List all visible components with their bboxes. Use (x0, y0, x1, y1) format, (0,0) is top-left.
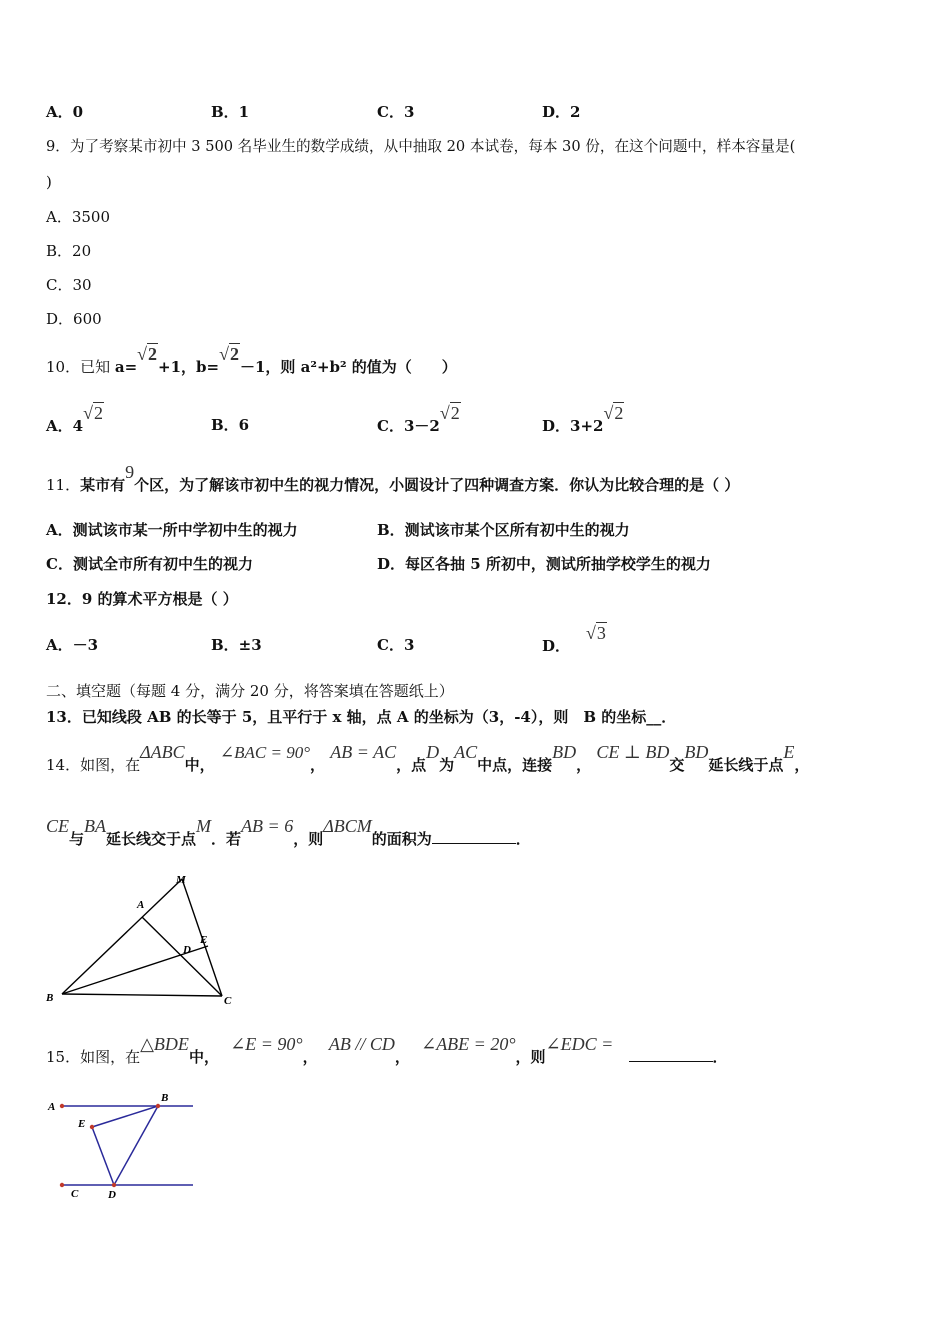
q12-option-c: C．3 (377, 636, 415, 654)
label-c: C (71, 1188, 79, 1200)
q10-option-c: C．3－2√2 (377, 403, 460, 435)
q14-line1: 14．如图，在ΔABC中， ∠BAC = 90°， AB = AC，点D为AC中点，连接BD， CE ⊥ BD交BD延长线于点E， (46, 742, 810, 774)
label-a: A (48, 1101, 56, 1113)
segment-bm (62, 879, 182, 994)
point-c (60, 1183, 64, 1187)
q11-option-d: D．每区各抽 5 所初中，测试所抽学校学生的视力 (377, 555, 711, 573)
label-a: A (137, 899, 145, 911)
q12-option-a: A．－3 (46, 636, 99, 654)
q9-stem-end: ) (46, 173, 52, 191)
label-e: E (78, 1118, 86, 1130)
q9-option-a: A．3500 (46, 208, 111, 226)
sqrt-two: √2 (603, 403, 624, 423)
label-b: B (161, 1092, 169, 1104)
answer-blank[interactable] (432, 829, 516, 844)
answer-blank[interactable] (629, 1047, 713, 1062)
sqrt-two: √2 (219, 344, 239, 364)
q13-stem: 13．已知线段 AB 的长等于 5，且平行于 x 轴，点 A 的坐标为（3，-4），则 B 的坐标__． (46, 708, 677, 726)
q10-option-a: A．4√2 (46, 403, 103, 435)
q9-stem: 9．为了考察某市初中 3 500 名毕业生的数学成绩，从中抽取 20 本试卷，每本 30 份，在这个问题中，样本容量是( (46, 138, 796, 155)
q12-option-d: D．√3 (542, 623, 606, 655)
q11-option-a: A．测试该市某一所中学初中生的视力 (46, 521, 298, 539)
q9-option-c: C．30 (46, 276, 92, 294)
segment-ac (142, 917, 222, 996)
triangle-figure-q14 (40, 870, 240, 1010)
q12-stem: 12．9 的算术平方根是（ ） (46, 590, 238, 608)
q10-option-d: D．3+2√2 (542, 403, 624, 435)
q15-stem: 15．如图，在△BDE中， ∠E = 90°， AB // CD， ∠ABE = 20°，则∠EDC = ． (46, 1034, 728, 1066)
q9-option-d: D．600 (46, 310, 102, 328)
q10-stem: 10．已知 a=√2+1，b=√2－1，则 a²+b² 的值为（ ） (46, 344, 457, 376)
q8-option-a: A．0 (46, 103, 84, 121)
sqrt-two: √2 (83, 403, 103, 423)
q8-option-b: B．1 (211, 103, 250, 121)
segment-bc (62, 994, 222, 996)
q8-option-d: D．2 (542, 103, 581, 121)
label-e: E (200, 934, 208, 946)
point-d (112, 1183, 116, 1187)
q10-option-b: B．6 (211, 416, 250, 434)
q11-option-b: B．测试该市某个区所有初中生的视力 (377, 521, 630, 539)
q14-line2: CE与BA延长线交于点M．若AB = 6，则ΔBCM的面积为 ． (46, 816, 531, 848)
label-d: D (108, 1189, 116, 1201)
segment-ed (92, 1127, 114, 1185)
q11-stem: 11．某市有9个区，为了解该市初中生的视力情况，小圆设计了四种调查方案．你认为比较合理的是（ ） (46, 462, 740, 494)
sqrt-two: √2 (439, 403, 460, 423)
q11-option-c: C．测试全市所有初中生的视力 (46, 555, 253, 573)
parallel-lines-figure-q15 (40, 1090, 210, 1205)
label-m: M (176, 874, 186, 886)
point-b (156, 1104, 160, 1108)
q12-option-b: B．±3 (211, 636, 262, 654)
point-a (60, 1104, 64, 1108)
q8-option-c: C．3 (377, 103, 415, 121)
label-d: D (183, 944, 191, 956)
label-b: B (46, 992, 54, 1004)
point-e (90, 1125, 94, 1129)
q9-option-b: B．20 (46, 242, 92, 260)
label-c: C (224, 995, 232, 1007)
sqrt-three: √3 (586, 623, 606, 643)
sqrt-two: √2 (137, 344, 158, 364)
section-heading: 二、填空题（每题 4 分，满分 20 分，将答案填在答题纸上） (46, 682, 454, 700)
